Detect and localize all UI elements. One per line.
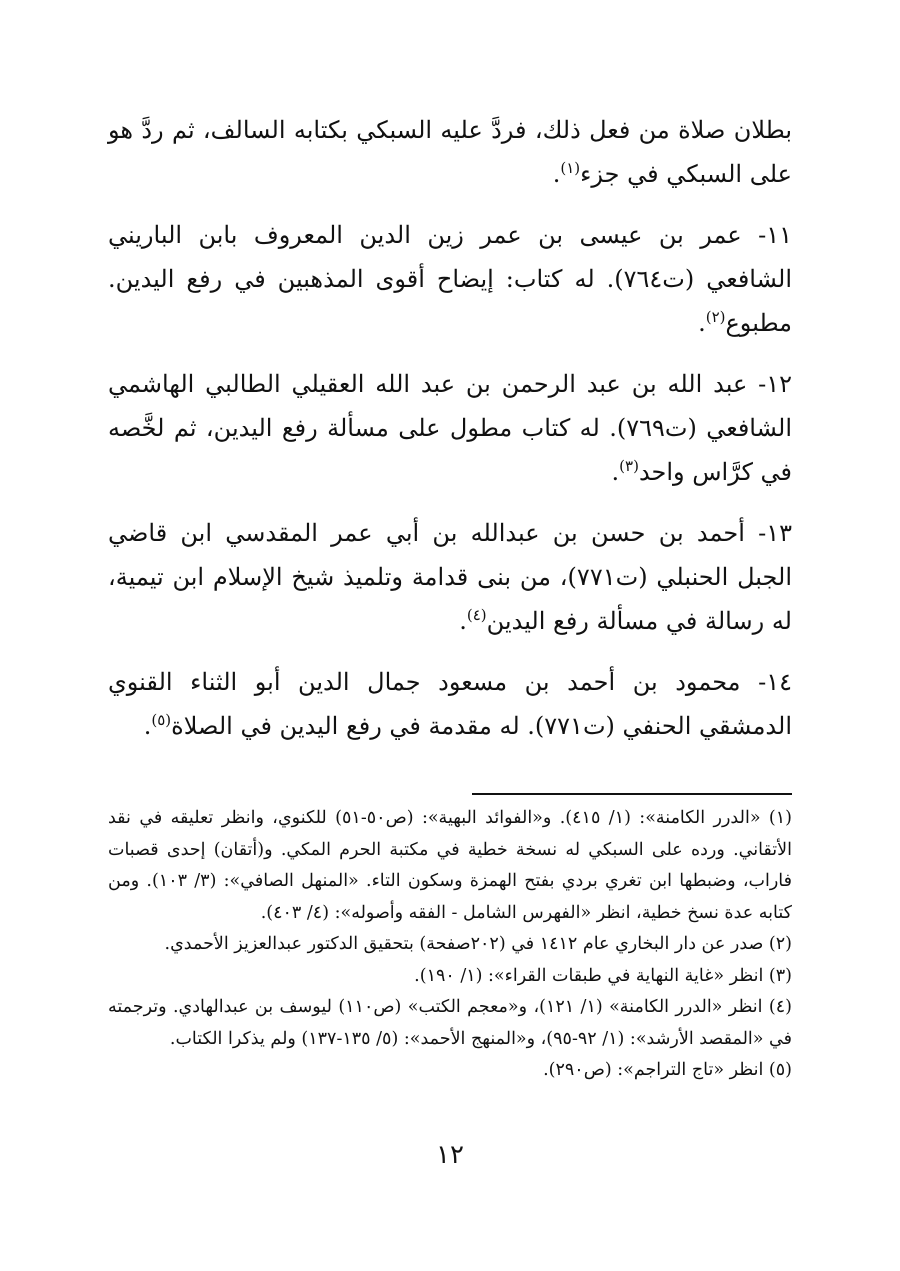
footnote-ref: (٤) <box>466 606 487 624</box>
footnote-ref: (١) <box>560 159 581 177</box>
paragraph-text: ١٣- أحمد بن حسن بن عبدالله بن أبي عمر المقدسي ابن قاضي الجبل الحنبلي (ت٧٧١)، من بنى قدامة وتلميذ شيخ الإسلام ابن تيمية، له رسالة في مسألة رفع اليدين <box>108 519 792 635</box>
entry-14 <box>108 660 792 748</box>
footnote-ref: (٢) <box>705 308 726 326</box>
paragraph-text: ١١- عمر بن عيسى بن عمر زين الدين المعروف بابن الباريني الشافعي (ت٧٦٤). له كتاب: إيضاح أقوى المذهبين في رفع اليدين. مطبوع <box>108 221 793 337</box>
paragraph-tail: . <box>611 458 620 486</box>
footnote-1: (١) «الدرر الكامنة»: (١/ ٤١٥). و«الفوائد البهية»: (ص٥٠-٥١) للكنوي، وانظر تعليقه في نقد الأتقاني. ورده على السبكي له نسخة خطية في مكتبة الحرم المكي. و(أتقان) إحدى قصبات فاراب، وضبطها ابن تغري بردي بفتح الهمزة وسكون التاء. «المنهل الصافي»: (٣/ ١٠٣). ومن كتابه عدة نسخ خطية، انظر «الفهرس الشامل - الفقه وأصوله»: (٤/ ٤٠٣). <box>108 808 792 923</box>
footnote-4: (٤) انظر «الدرر الكامنة» (١/ ١٢١)، و«معجم الكتب» (ص١١٠) ليوسف بن عبدالهادي. وترجمته في «المقصد الأرشد»: (١/ ٩٢-٩٥)، و«المنهج الأحمد»: (٥/ ١٣٥-١٣٧) ولم يذكرا الكتاب. <box>108 997 792 1049</box>
footnote-separator <box>472 793 792 795</box>
paragraph-tail: . <box>143 712 152 740</box>
entry-13 <box>108 511 792 643</box>
paragraph-tail: . <box>459 607 467 635</box>
footnotes <box>108 803 792 1087</box>
main-text <box>108 108 792 748</box>
entry-12 <box>108 362 792 494</box>
paragraph-text: ١٢- عبد الله بن عبد الرحمن بن عبد الله العقيلي الطالبي الهاشمي الشافعي (ت٧٦٩). له كتاب مطول على مسألة رفع اليدين، ثم لخَّصه في كرَّاس واحد <box>108 370 793 486</box>
paragraph-text: بطلان صلاة من فعل ذلك، فردَّ عليه السبكي بكتابه السالف، ثم ردَّ هو على السبكي في جزء <box>108 116 792 188</box>
footnote-5: (٥) انظر «تاج التراجم»: (ص٢٩٠). <box>543 1060 792 1080</box>
paragraph-text: ١٤- محمود بن أحمد بن مسعود جمال الدين أبو الثناء القنوي الدمشقي الحنفي (ت٧٧١). له مقدمة في رفع اليدين في الصلاة <box>108 668 792 740</box>
paragraph-tail: . <box>698 309 706 337</box>
entry-11 <box>108 213 792 345</box>
footnote-2: (٢) صدر عن دار البخاري عام ١٤١٢ في (٢٠٢صفحة) بتحقيق الدكتور عبدالعزيز الأحمدي. <box>164 934 792 954</box>
paragraph-continuation <box>108 108 792 196</box>
paragraph-tail: . <box>552 160 561 188</box>
footnote-ref: (٥) <box>151 711 172 729</box>
footnote-3: (٣) انظر «غاية النهاية في طبقات القراء»: (١/ ١٩٠). <box>414 965 792 986</box>
page-number: ١٢ <box>436 1140 464 1170</box>
footnote-ref: (٣) <box>619 457 639 475</box>
